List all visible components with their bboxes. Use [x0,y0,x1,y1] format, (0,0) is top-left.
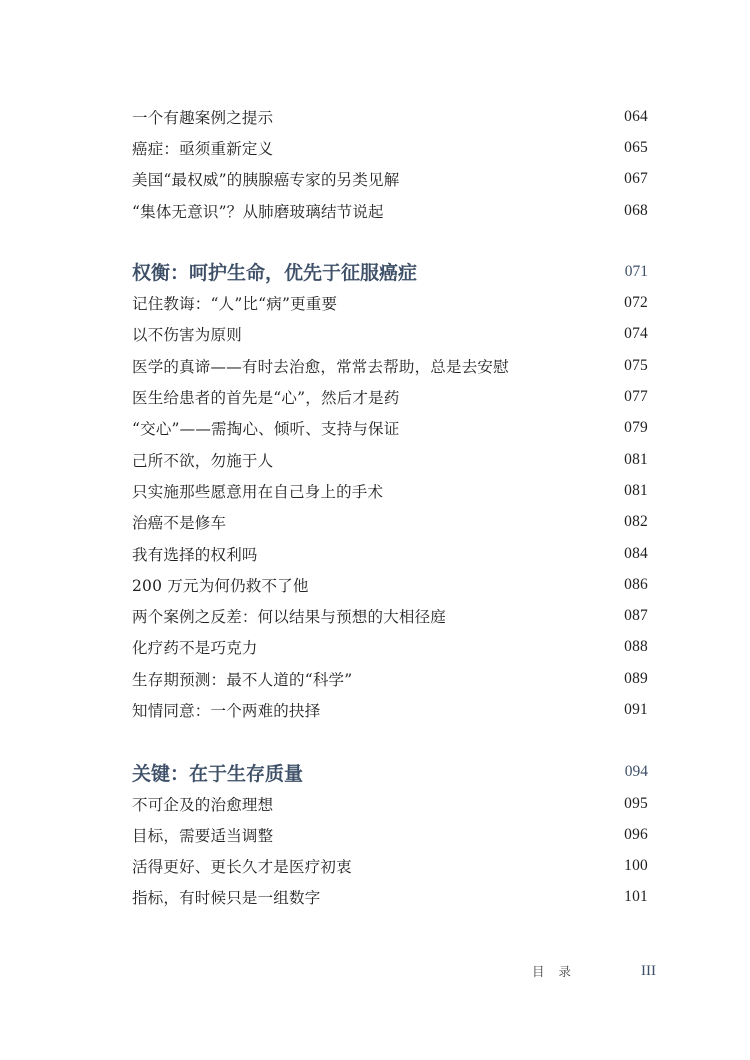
toc-entry-page: 067 [624,170,648,188]
toc-entry-page: 079 [624,419,648,437]
toc-entry[interactable] [132,475,648,506]
toc-entry-page: 081 [624,481,648,499]
toc-entry-title: 一个有趣案例之提示 [132,108,274,127]
toc-entry-page: 100 [624,857,648,875]
toc-group-2 [132,287,648,725]
toc-entry-title: 目标，需要适当调整 [132,826,274,845]
toc-entry-title: 化疗药不是巧克力 [132,639,258,658]
table-of-contents [132,101,648,913]
toc-entry-title: 活得更好、更长久才是医疗初衷 [132,858,352,877]
section-title: 关键：在于生存质量 [132,762,304,785]
section-page-number: 094 [624,763,648,781]
toc-entry-page: 068 [624,201,648,219]
toc-entry-title: 不可企及的治愈理想 [132,795,274,814]
toc-entry[interactable] [132,444,648,475]
toc-entry[interactable] [132,600,648,631]
toc-entry-title: 两个案例之反差：何以结果与预想的大相径庭 [132,608,447,627]
toc-entry-title: “集体无意识”？从肺磨玻璃结节说起 [132,202,384,221]
toc-entry[interactable] [132,507,648,538]
toc-entry[interactable] [132,350,648,381]
toc-entry-page: 077 [624,388,648,406]
toc-entry[interactable] [132,632,648,663]
toc-entry[interactable] [132,882,648,913]
toc-entry[interactable] [132,851,648,882]
toc-entry-page: 095 [624,794,648,812]
page-footer [532,962,656,980]
toc-entry[interactable] [132,132,648,163]
toc-entry[interactable] [132,319,648,350]
section-heading-2[interactable] [132,256,648,287]
toc-entry-page: 064 [624,107,648,125]
toc-entry-page: 091 [624,700,648,718]
toc-entry-page: 088 [624,638,648,656]
toc-entry-title: 知情同意：一个两难的抉择 [132,701,321,720]
toc-entry-page: 072 [624,294,648,312]
toc-entry-page: 081 [624,450,648,468]
toc-entry[interactable] [132,538,648,569]
toc-entry-page: 086 [624,575,648,593]
toc-entry-title: 以不伤害为原则 [132,326,242,345]
toc-entry-page: 075 [624,356,648,374]
toc-entry-title: 生存期预测：最不人道的“科学” [132,670,353,689]
toc-entry-title: 200 万元为何仍救不了他 [132,576,309,595]
toc-entry-page: 087 [624,607,648,625]
toc-entry-page: 065 [624,138,648,156]
toc-entry[interactable] [132,663,648,694]
section-page-number: 071 [624,262,648,280]
toc-entry[interactable] [132,694,648,725]
toc-entry-page: 089 [624,669,648,687]
section-heading-3[interactable] [132,757,648,788]
toc-entry-title: 我有选择的权利吗 [132,545,258,564]
toc-entry[interactable] [132,287,648,318]
toc-entry-title: 美国“最权威”的胰腺癌专家的另类见解 [132,171,400,190]
toc-entry-title: “交心”——需掏心、倾听、支持与保证 [132,420,400,439]
section-gap [132,726,648,757]
toc-entry-title: 只实施那些愿意用在自己身上的手术 [132,482,384,501]
toc-entry-page: 082 [624,513,648,531]
toc-entry-page: 084 [624,544,648,562]
toc-entry[interactable] [132,101,648,132]
toc-entry[interactable] [132,569,648,600]
toc-entry-title: 己所不欲，勿施于人 [132,451,274,470]
toc-entry-page: 101 [624,888,648,906]
section-title: 权衡：呵护生命，优先于征服癌症 [132,262,418,285]
section-gap [132,226,648,256]
toc-entry-page: 074 [624,325,648,343]
footer-page-number: III [641,962,656,979]
toc-entry[interactable] [132,819,648,850]
toc-group-1 [132,101,648,226]
toc-entry-page: 096 [624,825,648,843]
toc-entry-title: 指标，有时候只是一组数字 [132,889,321,908]
toc-entry-title: 医学的真谛——有时去治愈，常常去帮助，总是去安慰 [132,357,509,376]
toc-entry-title: 治癌不是修车 [132,514,227,533]
toc-entry[interactable] [132,381,648,412]
footer-label: 目录 [532,964,586,979]
toc-entry[interactable] [132,788,648,819]
toc-entry[interactable] [132,164,648,195]
toc-entry-title: 癌症：亟须重新定义 [132,139,274,158]
toc-entry-title: 记住教诲：“人”比“病”更重要 [132,295,338,314]
toc-entry-title: 医生给患者的首先是“心”，然后才是药 [132,389,400,408]
toc-entry[interactable] [132,413,648,444]
toc-group-3 [132,788,648,913]
toc-entry[interactable] [132,195,648,226]
